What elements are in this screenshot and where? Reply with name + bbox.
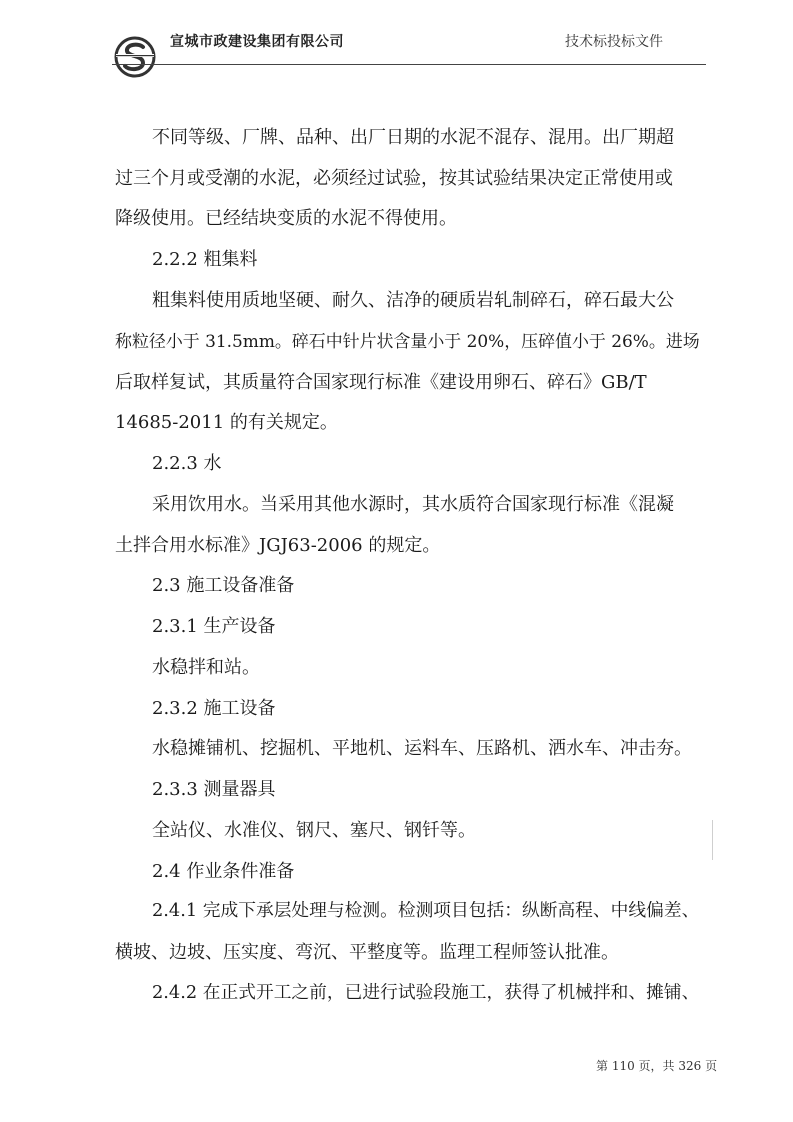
- paragraph-line: 14685-2011 的有关规定。: [115, 412, 338, 433]
- paragraph-line: 降级使用。已经结块变质的水泥不得使用。: [115, 208, 457, 229]
- paragraph-line: 不同等级、厂牌、品种、出厂日期的水泥不混存、混用。出厂期超: [152, 127, 674, 148]
- paragraph-line: 水稳拌和站。: [152, 657, 260, 678]
- paragraph-line: 全站仪、水准仪、钢尺、塞尺、钢钎等。: [152, 820, 476, 841]
- section-heading: 2.3.1 生产设备: [152, 616, 276, 637]
- company-name: 宣城市政建设集团有限公司: [170, 34, 344, 50]
- paragraph-line: 水稳摊铺机、挖掘机、平地机、运料车、压路机、洒水车、冲击夯。: [152, 738, 692, 759]
- paragraph-line: 粗集料使用质地坚硬、耐久、洁净的硬质岩轧制碎石，碎石最大公: [152, 290, 674, 311]
- document-type: 技术标投标文件: [565, 34, 663, 50]
- section-heading: 2.2.3 水: [152, 453, 222, 474]
- paragraph-line: 土拌合用水标准》JGJ63-2006 的规定。: [115, 535, 441, 556]
- paragraph-line: 称粒径小于 31.5mm。碎石中针片状含量小于 20%，压碎值小于 26%。进场: [115, 331, 700, 351]
- paragraph-line: 横坡、边坡、压实度、弯沉、平整度等。监理工程师签认批准。: [115, 942, 619, 963]
- section-heading: 2.4 作业条件准备: [152, 861, 295, 882]
- header-divider: [112, 64, 706, 65]
- paragraph-line: 采用饮用水。当采用其他水源时，其水质符合国家现行标准《混凝: [152, 494, 674, 515]
- scan-artifact: [712, 820, 713, 860]
- paragraph-line: 2.4.2 在正式开工之前，已进行试验段施工，获得了机械拌和、摊铺、: [152, 983, 700, 1003]
- section-heading: 2.3 施工设备准备: [152, 575, 295, 596]
- paragraph-line: 过三个月或受潮的水泥，必须经过试验，按其试验结果决定正常使用或: [115, 168, 673, 189]
- section-heading: 2.3.3 测量器具: [152, 779, 276, 800]
- page-number: 第 110 页，共 326 页: [596, 1059, 718, 1073]
- paragraph-line: 后取样复试，其质量符合国家现行标准《建设用卵石、碎石》GB/T: [115, 372, 647, 393]
- section-heading: 2.3.2 施工设备: [152, 698, 276, 719]
- company-logo-icon: [112, 34, 158, 80]
- section-heading: 2.2.2 粗集料: [152, 249, 258, 270]
- paragraph-line: 2.4.1 完成下承层处理与检测。检测项目包括：纵断高程、中线偏差、: [152, 901, 700, 921]
